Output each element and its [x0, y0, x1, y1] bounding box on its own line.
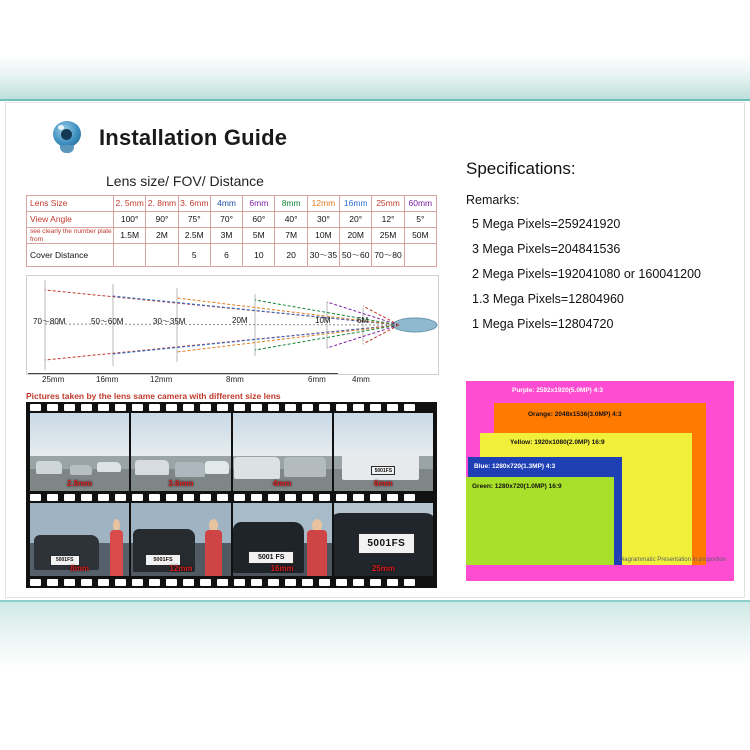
cell-lens-size-8: 25mm: [372, 196, 404, 212]
range-label-5: 6M: [357, 316, 369, 325]
plate-3: 5001 FS: [248, 551, 294, 565]
lens-size-scale: [26, 375, 437, 389]
row-header-lens-size: Lens Size: [27, 196, 114, 212]
photo-label-2: 4mm: [272, 479, 292, 488]
header: [51, 121, 287, 155]
cell-plate-distance-2: 2.5M: [178, 228, 210, 244]
cell-cover-distance-1: [146, 244, 178, 267]
cell-plate-distance-0: 1.5M: [114, 228, 146, 244]
top-gradient-band: [0, 0, 750, 100]
table-row: [27, 228, 437, 244]
photo-cell-8mm: [30, 503, 129, 576]
spec-line-1: 3 Mega Pixels=204841536: [472, 242, 621, 256]
photo-cell-12mm: [131, 503, 230, 576]
resolution-label-purple: Purple: 2592x1920(5.0MP) 4:3: [512, 387, 604, 394]
plate-4: 5001FS: [358, 533, 416, 554]
cell-lens-size-2: 3. 6mm: [178, 196, 210, 212]
spec-line-0: 5 Mega Pixels=259241920: [472, 217, 621, 231]
bottom-gradient-band: [0, 600, 750, 750]
webcam-icon: [51, 121, 85, 155]
film-perforations-top: [26, 404, 437, 411]
cell-cover-distance-5: 20: [275, 244, 307, 267]
resolution-label-green: Green: 1280x720(1.0MP) 16:9: [472, 483, 562, 490]
lens-scale-label-0: 25mm: [42, 375, 65, 384]
photo-cell-4mm: [233, 413, 332, 491]
filmstrip-caption: Pictures taken by the lens same camera with different size lens: [26, 391, 281, 401]
table-row: [27, 196, 437, 212]
photo-row-bottom: [30, 503, 433, 576]
cell-lens-size-5: 8mm: [275, 196, 307, 212]
resolution-label-blue: Blue: 1280x720(1.3MP) 4:3: [474, 463, 556, 470]
cell-plate-distance-1: 2M: [146, 228, 178, 244]
range-label-1: 50～60M: [91, 317, 124, 326]
resolution-proportion-chart: [466, 381, 734, 581]
cell-plate-distance-3: 3M: [210, 228, 242, 244]
cell-lens-size-1: 2. 8mm: [146, 196, 178, 212]
photo-cell-6mm: [334, 413, 433, 491]
photo-cell-25mm: [334, 503, 433, 576]
cell-cover-distance-0: [114, 244, 146, 267]
cell-view-angle-4: 60°: [243, 212, 275, 228]
cell-plate-distance-7: 20M: [340, 228, 372, 244]
photo-label-1: 3.6mm: [168, 479, 194, 488]
row-header-view-angle: View Angle: [27, 212, 114, 228]
spec-line-2: 2 Mega Pixels=192041080 or 160041200: [472, 267, 702, 281]
cell-cover-distance-6: 30～35: [307, 244, 339, 267]
dimension-line: [28, 373, 338, 374]
cell-view-angle-2: 75°: [178, 212, 210, 228]
cell-lens-size-3: 4mm: [210, 196, 242, 212]
resolution-label-yellow: Yellow: 1920x1080(2.0MP) 16:9: [510, 439, 605, 446]
cell-view-angle-7: 20°: [340, 212, 372, 228]
cell-view-angle-3: 70°: [210, 212, 242, 228]
cell-plate-distance-8: 25M: [372, 228, 404, 244]
cell-view-angle-9: 5°: [404, 212, 436, 228]
cell-view-angle-1: 90°: [146, 212, 178, 228]
cell-plate-distance-4: 5M: [243, 228, 275, 244]
cell-lens-size-7: 16mm: [340, 196, 372, 212]
bottom-divider-line: [0, 600, 750, 602]
plate-1: 5001FS: [50, 555, 80, 566]
row-header-cover-distance: Cover Distance: [27, 244, 114, 267]
cell-view-angle-6: 30°: [307, 212, 339, 228]
range-label-3: 20M: [232, 316, 248, 325]
fov-diagram: [26, 275, 439, 375]
cell-cover-distance-8: 70～80: [372, 244, 404, 267]
lens-scale-label-2: 12mm: [150, 375, 173, 384]
cell-plate-distance-9: 50M: [404, 228, 436, 244]
plate-0: 5001FS: [371, 466, 395, 476]
cell-cover-distance-7: 50～60: [340, 244, 372, 267]
film-perforations-bottom: [26, 579, 437, 586]
photo-label-5: 12mm: [169, 564, 193, 573]
cell-plate-distance-6: 10M: [307, 228, 339, 244]
photo-cell-16mm: [233, 503, 332, 576]
photo-cell-3-6mm: [131, 413, 230, 491]
photo-label-4: 8mm: [70, 564, 89, 573]
chart-footnote: Diagrammatic Presentation in proportion: [618, 557, 726, 563]
specifications-title: Specifications:: [466, 159, 576, 178]
range-label-4: 10M: [315, 316, 331, 325]
filmstrip: [26, 402, 437, 588]
cell-lens-size-0: 2. 5mm: [114, 196, 146, 212]
lens-spec-table: [26, 195, 437, 267]
cell-lens-size-6: 12mm: [307, 196, 339, 212]
lens-scale-label-4: 6mm: [308, 375, 326, 384]
row-header-plate-distance: see clearly the number plate from: [27, 228, 114, 244]
plate-2: 5001FS: [145, 554, 181, 565]
table-row: [27, 244, 437, 267]
top-divider-line: [0, 99, 750, 101]
lens-scale-label-1: 16mm: [96, 375, 119, 384]
photo-cell-2-8mm: [30, 413, 129, 491]
lens-scale-label-5: 4mm: [352, 375, 370, 384]
cell-cover-distance-2: 5: [178, 244, 210, 267]
range-label-2: 30～35M: [153, 317, 186, 326]
lens-scale-label-3: 8mm: [226, 375, 244, 384]
cell-plate-distance-5: 7M: [275, 228, 307, 244]
cell-view-angle-0: 100°: [114, 212, 146, 228]
cell-view-angle-8: 12°: [372, 212, 404, 228]
photo-label-7: 25mm: [371, 564, 395, 573]
cell-lens-size-4: 6mm: [243, 196, 275, 212]
resolution-box-green: [466, 477, 614, 565]
remarks-label: Remarks:: [466, 193, 520, 207]
resolution-label-orange: Orange: 2048x1536(3.0MP) 4:3: [528, 411, 622, 418]
cell-cover-distance-3: 6: [210, 244, 242, 267]
spec-line-3: 1.3 Mega Pixels=12804960: [472, 292, 624, 306]
cell-view-angle-5: 40°: [275, 212, 307, 228]
page-title: Installation Guide: [99, 125, 288, 150]
photo-label-0: 2.8mm: [66, 479, 93, 488]
header-subtitle: Lens size/ FOV/ Distance: [106, 173, 264, 189]
spec-line-4: 1 Mega Pixels=12804720: [472, 317, 614, 331]
photo-label-3: 6mm: [374, 479, 393, 488]
film-perforations-middle: [26, 494, 437, 501]
photo-row-top: [30, 413, 433, 491]
table-row: [27, 212, 437, 228]
photo-label-6: 16mm: [270, 564, 294, 573]
cell-cover-distance-9: [404, 244, 436, 267]
specifications-block: [466, 159, 734, 342]
cell-lens-size-9: 60mm: [404, 196, 436, 212]
cell-cover-distance-4: 10: [243, 244, 275, 267]
range-label-0: 70～80M: [33, 317, 66, 326]
content-panel: [5, 102, 745, 598]
